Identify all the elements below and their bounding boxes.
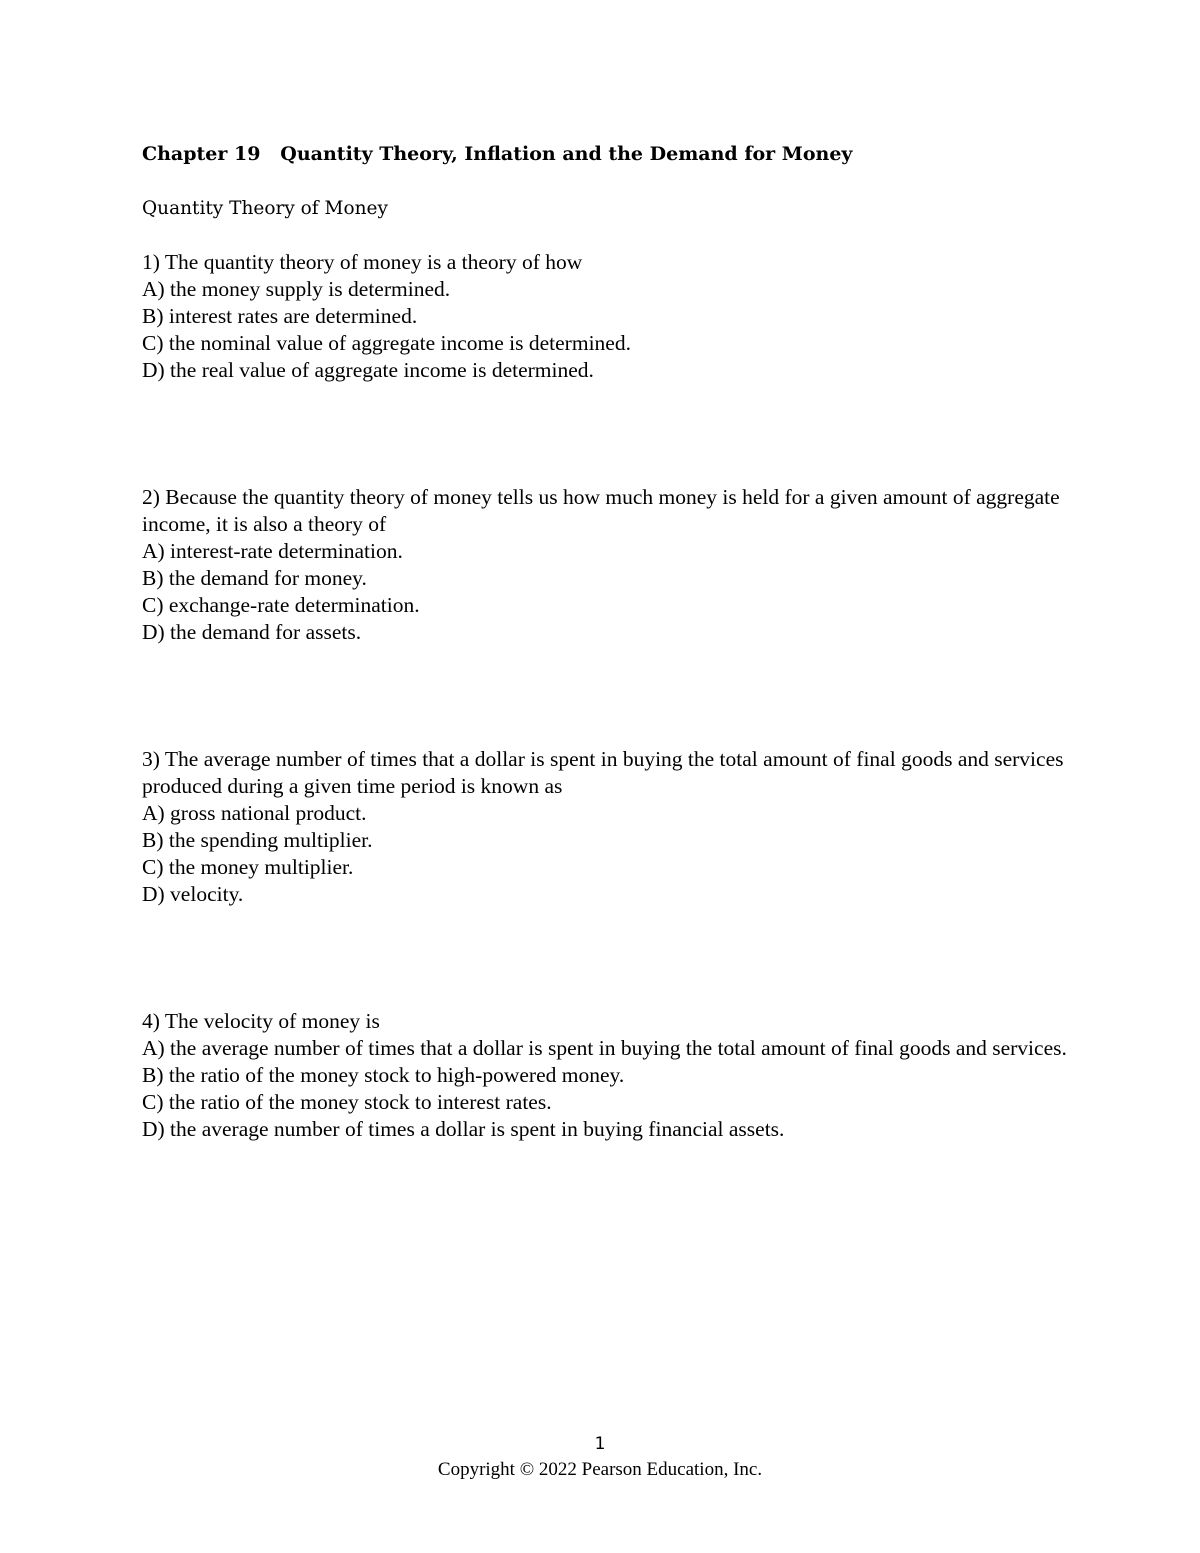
answer-option-d: D) the demand for assets.: [142, 620, 362, 644]
answer-option-c: C) exchange-rate determination.: [142, 593, 420, 617]
answer-option-b: B) the spending multiplier.: [142, 828, 373, 852]
answer-option-b: B) interest rates are determined.: [142, 304, 418, 328]
answer-option-d: D) the real value of aggregate income is determined.: [142, 358, 594, 382]
question-stem: 4) The velocity of money is: [142, 1009, 380, 1033]
copyright-notice: Copyright © 2022 Pearson Education, Inc.: [437, 1459, 763, 1480]
question-stem: 3) The average number of times that a dollar is spent in buying the total amount of final goods and services produced during a given time period is known as: [142, 747, 1064, 798]
answer-option-b: B) the demand for money.: [142, 566, 367, 590]
page-content: [142, 138, 1072, 1143]
answer-option-b: B) the ratio of the money stock to high-powered money.: [142, 1063, 625, 1087]
answer-option-c: C) the nominal value of aggregate income is determined.: [142, 331, 631, 355]
question-stem: 1) The quantity theory of money is a theory of how: [142, 250, 583, 274]
question-4: [142, 1008, 1072, 1143]
answer-option-a: A) the money supply is determined.: [142, 277, 451, 301]
answer-option-a: A) gross national product.: [142, 801, 367, 825]
answer-option-d: D) velocity.: [142, 882, 244, 906]
question-1: [142, 249, 1072, 384]
question-3: [142, 746, 1072, 908]
answer-option-c: C) the ratio of the money stock to interest rates.: [142, 1090, 552, 1114]
question-2: [142, 484, 1072, 646]
section-heading: Quantity Theory of Money: [142, 198, 388, 219]
answer-option-a: A) interest-rate determination.: [142, 539, 403, 563]
question-stem: 2) Because the quantity theory of money tells us how much money is held for a given amount of aggregate income, it is also a theory of: [142, 485, 1060, 536]
answer-option-c: C) the money multiplier.: [142, 855, 354, 879]
answer-option-d: D) the average number of times a dollar is spent in buying financial assets.: [142, 1117, 785, 1141]
answer-option-a: A) the average number of times that a dollar is spent in buying the total amount of final goods and services.: [142, 1036, 1067, 1060]
chapter-title: Chapter 19 Quantity Theory, Inflation and the Demand for Money: [142, 143, 853, 165]
page-number: 1: [594, 1434, 606, 1454]
